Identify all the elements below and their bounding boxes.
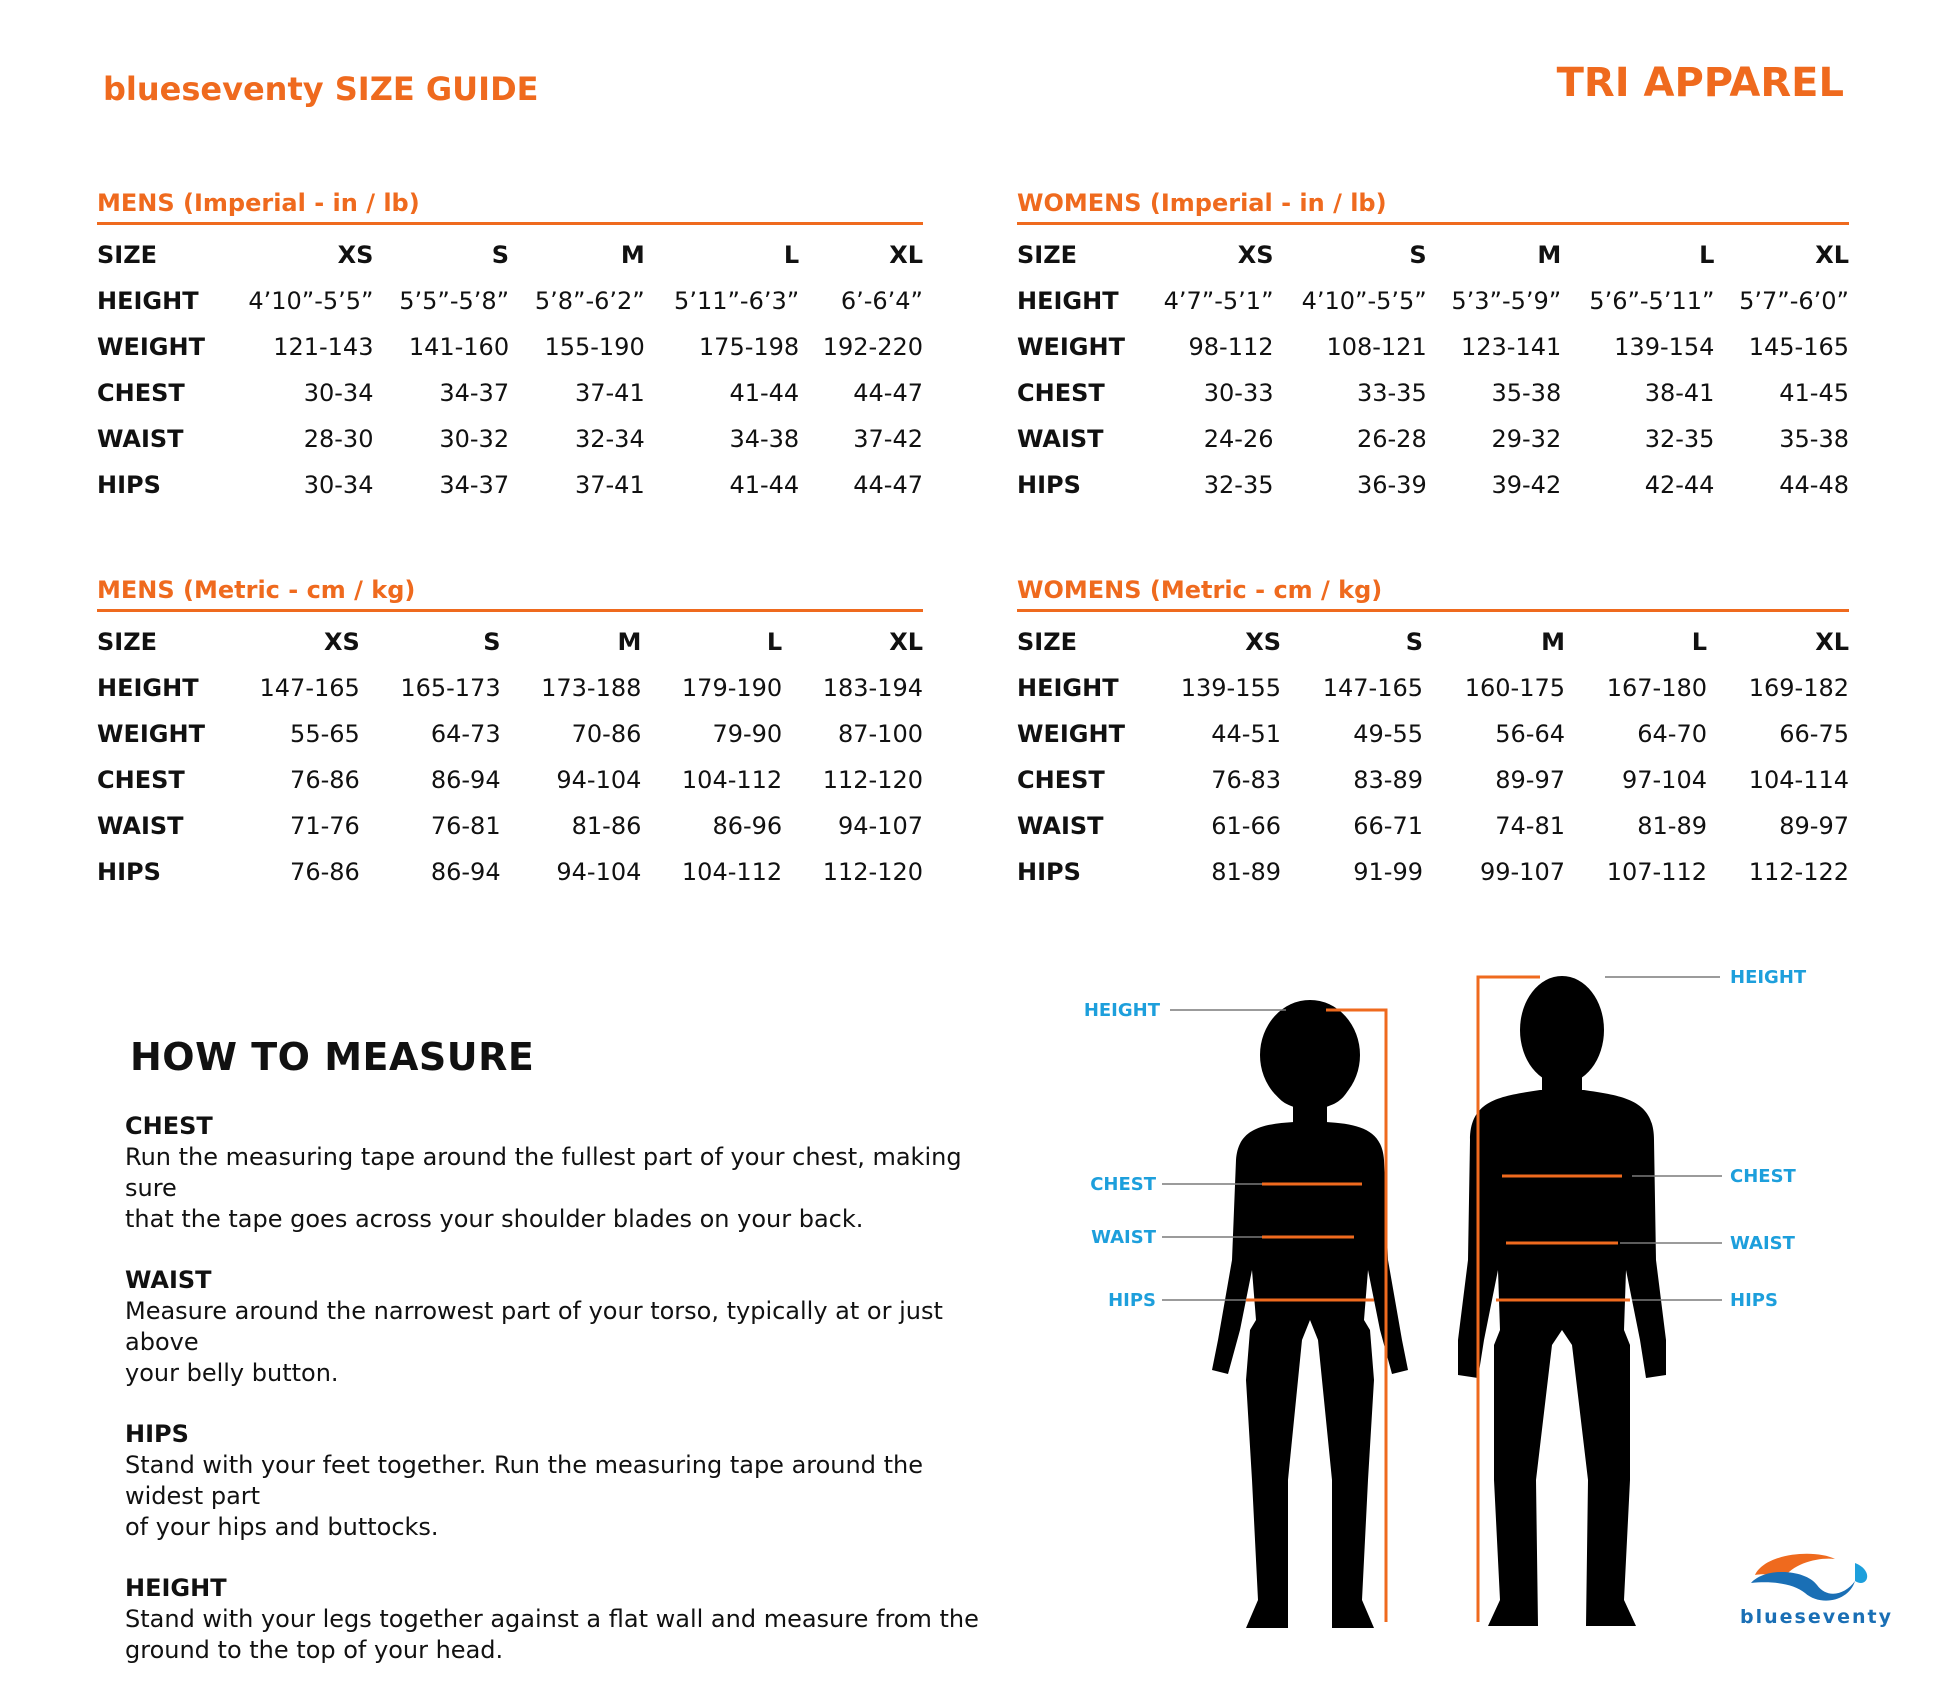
table-cell: 89-97 (1779, 812, 1849, 840)
table-cell: 39-42 (1491, 471, 1562, 499)
table-cell: 5’11”-6’3” (674, 287, 800, 315)
table-cell: 108-121 (1326, 333, 1427, 361)
table-cell: 112-120 (822, 858, 923, 886)
table-cell: 49-55 (1353, 720, 1423, 748)
table-cell: 70-86 (571, 720, 642, 748)
table-cell: 104-112 (681, 858, 783, 886)
size-column-label: SIZE (97, 628, 158, 656)
table-cell: 44-51 (1211, 720, 1281, 748)
howto-item-text: that the tape goes across your shoulder blades on your back. (125, 1205, 864, 1233)
woman-waist-label: WAIST (1091, 1227, 1156, 1248)
table-row (97, 324, 923, 370)
table-cell: 5’5”-5’8” (399, 287, 510, 315)
woman-hips-label: HIPS (1108, 1290, 1156, 1311)
table-cell: 29-32 (1491, 425, 1562, 453)
table-cell: 6’-6’4” (840, 287, 923, 315)
table-cell: 5’3”-5’9” (1451, 287, 1562, 315)
howto-item (125, 1111, 1005, 1235)
table-cell: 30-34 (303, 471, 374, 499)
table-cell: 83-89 (1353, 766, 1423, 794)
table-row (97, 849, 923, 895)
table-cell: 33-35 (1356, 379, 1427, 407)
man-chest-label: CHEST (1730, 1166, 1796, 1187)
table-row (1017, 803, 1849, 849)
table-divider (97, 609, 923, 612)
how-to-measure-title: HOW TO MEASURE (130, 1035, 535, 1079)
table-row (1017, 711, 1849, 757)
howto-item-text: Measure around the narrowest part of your torso, typically at or just above (125, 1297, 943, 1356)
size-column-header: XS (324, 628, 360, 656)
size-column-header: M (620, 241, 645, 269)
howto-item-text: Stand with your feet together. Run the measuring tape around the widest part (125, 1451, 923, 1510)
table-cell: 41-44 (729, 379, 800, 407)
table-cell: 97-104 (1621, 766, 1707, 794)
table-divider (1017, 609, 1849, 612)
table-cell: 104-112 (681, 766, 783, 794)
size-column-header: S (1405, 628, 1423, 656)
table-cell: 112-122 (1748, 858, 1849, 886)
table-cell: 99-107 (1479, 858, 1565, 886)
howto-item-text: Stand with your legs together against a flat wall and measure from the (125, 1605, 979, 1633)
logo-wordmark: blueseventy (1740, 1606, 1893, 1628)
size-grid (97, 232, 923, 508)
size-column-header: S (483, 628, 501, 656)
table-cell: 107-112 (1606, 858, 1707, 886)
table-cell: 44-47 (853, 379, 923, 407)
table-cell: 24-26 (1203, 425, 1274, 453)
man-hips-label: HIPS (1730, 1290, 1778, 1311)
table-cell: 32-35 (1644, 425, 1715, 453)
table-cell: 44-47 (853, 471, 923, 499)
table-cell: 55-65 (290, 720, 360, 748)
table-cell: 179-190 (681, 674, 783, 702)
row-label: HEIGHT (97, 287, 199, 315)
table-cell: 192-220 (822, 333, 923, 361)
size-column-header: S (491, 241, 510, 269)
size-grid (1017, 232, 1849, 508)
table-cell: 41-44 (729, 471, 800, 499)
table-cell: 86-94 (430, 766, 501, 794)
table-row (97, 416, 923, 462)
row-label: WAIST (97, 425, 184, 453)
size-column-header: M (1537, 241, 1562, 269)
table-row (97, 803, 923, 849)
table-cell: 86-94 (430, 858, 501, 886)
table-cell: 61-66 (1211, 812, 1281, 840)
size-column-header: XS (337, 241, 374, 269)
table-row (97, 462, 923, 508)
size-column-header: M (1541, 628, 1565, 656)
row-label: WEIGHT (1017, 720, 1125, 748)
table-divider (1017, 222, 1849, 225)
table-cell: 145-165 (1748, 333, 1849, 361)
table-cell: 79-90 (712, 720, 783, 748)
table-cell: 71-76 (290, 812, 360, 840)
table-cell: 94-104 (556, 766, 642, 794)
table-cell: 5’6”-5’11” (1589, 287, 1715, 315)
table-cell: 112-120 (822, 766, 923, 794)
size-column-label: SIZE (97, 241, 158, 269)
table-cell: 37-42 (853, 425, 923, 453)
row-label: WAIST (97, 812, 184, 840)
table-cell: 66-75 (1779, 720, 1849, 748)
table-cell: 26-28 (1356, 425, 1427, 453)
table-cell: 4’10”-5’5” (1301, 287, 1427, 315)
table-cell: 121-143 (273, 333, 374, 361)
man-height-label: HEIGHT (1730, 967, 1807, 988)
table-cell: 35-38 (1779, 425, 1849, 453)
table-heading: WOMENS (Metric - cm / kg) (1017, 576, 1383, 604)
how-to-measure-section (125, 1035, 1005, 1696)
table-row (1017, 278, 1849, 324)
howto-item-text: your belly button. (125, 1359, 339, 1387)
table-cell: 183-194 (822, 674, 923, 702)
size-column-header: L (1699, 241, 1715, 269)
row-label: WEIGHT (97, 333, 205, 361)
table-heading: WOMENS (Imperial - in / lb) (1017, 189, 1387, 217)
size-grid (1017, 619, 1849, 895)
row-label: HIPS (97, 858, 161, 886)
row-label: WAIST (1017, 425, 1104, 453)
table-cell: 35-38 (1491, 379, 1562, 407)
howto-item (125, 1573, 1005, 1666)
measurement-lines (1246, 977, 1630, 1622)
table-row (1017, 665, 1849, 711)
row-label: CHEST (97, 379, 185, 407)
table-cell: 169-182 (1748, 674, 1849, 702)
howto-item-label: HEIGHT (125, 1574, 227, 1602)
size-column-header: XL (1815, 628, 1849, 656)
woman-silhouette (1212, 1000, 1408, 1628)
table-row (1017, 757, 1849, 803)
table-cell: 139-155 (1180, 674, 1281, 702)
size-column-label: SIZE (1017, 628, 1078, 656)
size-header-row (97, 619, 923, 665)
size-column-header: XL (1815, 241, 1849, 269)
table-cell: 74-81 (1495, 812, 1565, 840)
table-cell: 160-175 (1464, 674, 1565, 702)
table-cell: 94-107 (837, 812, 923, 840)
size-column-header: L (1691, 628, 1707, 656)
table-cell: 81-86 (571, 812, 642, 840)
woman-height-label: HEIGHT (1083, 1000, 1160, 1021)
table-cell: 104-114 (1748, 766, 1849, 794)
row-label: CHEST (97, 766, 185, 794)
table-row (1017, 849, 1849, 895)
table-cell: 147-165 (1322, 674, 1423, 702)
table-cell: 76-86 (290, 858, 360, 886)
table-cell: 4’7”-5’1” (1163, 287, 1274, 315)
table-cell: 38-41 (1644, 379, 1715, 407)
table-cell: 32-34 (574, 425, 645, 453)
table-cell: 87-100 (837, 720, 923, 748)
table-cell: 94-104 (556, 858, 642, 886)
table-heading: MENS (Metric - cm / kg) (97, 576, 416, 604)
table-cell: 141-160 (408, 333, 510, 361)
table-row (97, 278, 923, 324)
howto-item (125, 1265, 1005, 1389)
size-column-header: L (766, 628, 783, 656)
womens-imperial-table (1017, 189, 1849, 508)
howto-item-label: HIPS (125, 1420, 189, 1448)
man-waist-label: WAIST (1730, 1233, 1795, 1254)
womens-metric-table (1017, 576, 1849, 895)
table-divider (97, 222, 923, 225)
table-row (97, 711, 923, 757)
table-cell: 34-37 (439, 379, 510, 407)
table-cell: 30-32 (439, 425, 510, 453)
table-row (1017, 416, 1849, 462)
table-row (97, 370, 923, 416)
table-cell: 4’10”-5’5” (248, 287, 374, 315)
size-header-row (97, 232, 923, 278)
table-cell: 86-96 (712, 812, 783, 840)
table-cell: 81-89 (1637, 812, 1707, 840)
row-label: CHEST (1017, 379, 1105, 407)
size-grid (97, 619, 923, 895)
brand-title: blueseventy SIZE GUIDE (103, 70, 539, 108)
table-cell: 175-198 (698, 333, 800, 361)
size-column-header: S (1409, 241, 1427, 269)
size-column-header: L (783, 241, 800, 269)
product-title: TRI APPAREL (1556, 60, 1844, 106)
mens-imperial-table (97, 189, 923, 508)
table-cell: 5’7”-6’0” (1739, 287, 1849, 315)
table-cell: 81-89 (1211, 858, 1281, 886)
size-column-header: XS (1245, 628, 1281, 656)
row-label: WEIGHT (1017, 333, 1125, 361)
table-cell: 98-112 (1188, 333, 1274, 361)
table-cell: 173-188 (541, 674, 642, 702)
table-row (1017, 462, 1849, 508)
table-cell: 167-180 (1606, 674, 1707, 702)
table-cell: 64-70 (1637, 720, 1707, 748)
size-header-row (1017, 619, 1849, 665)
table-row (1017, 324, 1849, 370)
howto-item-label: CHEST (125, 1112, 213, 1140)
row-label: WAIST (1017, 812, 1104, 840)
table-cell: 64-73 (430, 720, 501, 748)
table-row (1017, 370, 1849, 416)
table-cell: 34-37 (439, 471, 510, 499)
howto-item-label: WAIST (125, 1266, 212, 1294)
row-label: HIPS (97, 471, 161, 499)
table-cell: 89-97 (1495, 766, 1565, 794)
table-cell: 42-44 (1644, 471, 1715, 499)
row-label: WEIGHT (97, 720, 205, 748)
mens-metric-table (97, 576, 923, 895)
table-cell: 36-39 (1356, 471, 1427, 499)
table-cell: 155-190 (544, 333, 645, 361)
table-cell: 44-48 (1779, 471, 1849, 499)
row-label: HIPS (1017, 858, 1081, 886)
table-cell: 32-35 (1203, 471, 1274, 499)
table-cell: 139-154 (1614, 333, 1715, 361)
table-cell: 41-45 (1779, 379, 1849, 407)
table-cell: 76-86 (290, 766, 360, 794)
size-column-header: XS (1237, 241, 1274, 269)
row-label: CHEST (1017, 766, 1105, 794)
table-row (97, 665, 923, 711)
man-silhouette (1458, 976, 1666, 1626)
woman-chest-label: CHEST (1090, 1174, 1156, 1195)
table-cell: 76-81 (430, 812, 501, 840)
row-label: HIPS (1017, 471, 1081, 499)
size-column-header: XL (889, 628, 923, 656)
row-label: HEIGHT (1017, 674, 1119, 702)
howto-item-text: of your hips and buttocks. (125, 1513, 439, 1541)
table-cell: 30-33 (1203, 379, 1274, 407)
table-cell: 76-83 (1211, 766, 1281, 794)
howto-item-text: Run the measuring tape around the fullest part of your chest, making sure (125, 1143, 962, 1202)
row-label: HEIGHT (1017, 287, 1119, 315)
table-row (97, 757, 923, 803)
size-column-header: M (617, 628, 642, 656)
table-cell: 28-30 (303, 425, 374, 453)
size-column-header: XL (889, 241, 923, 269)
table-cell: 56-64 (1495, 720, 1565, 748)
table-cell: 37-41 (574, 379, 645, 407)
table-cell: 147-165 (259, 674, 360, 702)
howto-item (125, 1419, 1005, 1543)
table-cell: 165-173 (400, 674, 501, 702)
row-label: HEIGHT (97, 674, 199, 702)
size-column-label: SIZE (1017, 241, 1078, 269)
size-header-row (1017, 232, 1849, 278)
leader-lines (1162, 977, 1722, 1300)
table-cell: 66-71 (1353, 812, 1423, 840)
table-cell: 30-34 (303, 379, 374, 407)
table-cell: 91-99 (1353, 858, 1423, 886)
table-cell: 123-141 (1460, 333, 1562, 361)
table-cell: 37-41 (574, 471, 645, 499)
table-cell: 5’8”-6’2” (534, 287, 645, 315)
howto-item-text: ground to the top of your head. (125, 1636, 504, 1664)
table-cell: 34-38 (729, 425, 800, 453)
table-heading: MENS (Imperial - in / lb) (97, 189, 420, 217)
